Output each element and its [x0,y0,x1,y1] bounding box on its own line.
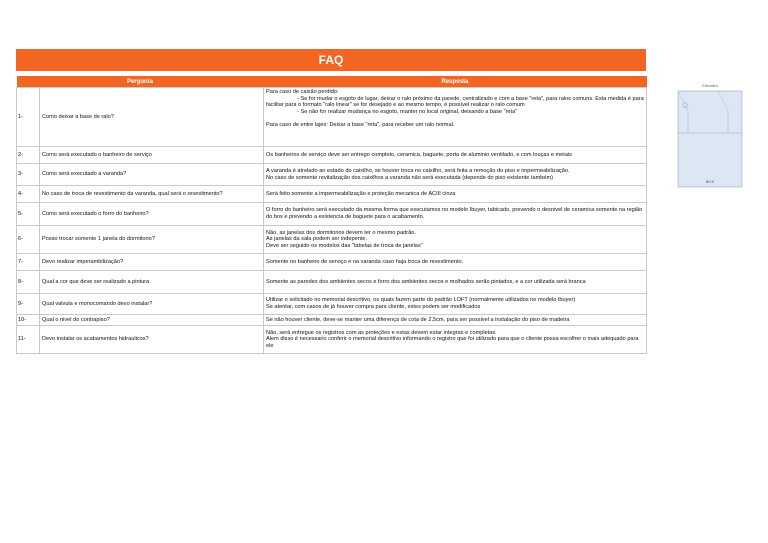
question-cell: Qual o nivel do contrapiso? [40,315,264,326]
answer-cell: Será feito somente a impermeabilização e proteção mecanica de ACIII cinza [264,186,647,203]
row-number: 10- [17,315,40,326]
table-row [17,326,647,354]
row-number: 8- [17,271,40,294]
question-cell: Como será executado a varanda? [40,164,264,186]
faq-title: FAQ [16,49,646,71]
answer-cell: A varanda é atrelado ao estado do caixilho, se houver troca no caixilho, será feita a remoção do piso e impermeabilização. No caso de somente revitalização dos caixilhos a varanda não será executada (depende do piso existente também) [264,164,647,186]
question-cell: Posso trocar somente 1 janela do dormitorio? [40,226,264,254]
question-cell: Como deixar a base de ralo? [40,88,264,147]
faq-table [16,76,647,354]
table-row [17,226,647,254]
table-row [17,315,647,326]
row-number: 5- [17,203,40,226]
answer-cell: Não, as janelas dos dormitorios devem ter o mesmo padrão. As janelas da sala podem ser indepente. Deve ser seguido os modelos das "tabelas de troca de janelas" [264,226,647,254]
table-row [17,164,647,186]
floor-plan-sketch [676,83,744,189]
table-row [17,203,647,226]
table-row [17,88,647,147]
answer-cell: Se não houver cliente, deve-se manter uma diferença de cota de 2,5cm, para ser possivel a instalação do piso de madeira [264,315,647,326]
row-number: 6- [17,226,40,254]
table-header-row [17,76,647,88]
row-number: 4- [17,186,40,203]
table-row [17,271,647,294]
answer-cell: Os banheiros de serviço deve ser entrego completo, ceramica, baguete, porta de aluminio ventilado, e com louças e metais [264,147,647,164]
question-cell: Qual a cor que deve ser realizado a pintura [40,271,264,294]
question-cell: Devo instalar os acabamentos hidraulicos? [40,326,264,354]
question-column-header: Pergunta [17,76,264,88]
row-number: 9- [17,294,40,315]
question-cell: Como será executado o forro do banheiro? [40,203,264,226]
row-number: 3- [17,164,40,186]
table-row [17,147,647,164]
table-row [17,186,647,203]
answer-cell: O forro do banheiro será executado da mesma forma que executamos no modelo Ibuyer, tabicado, prevendo o desnivel de ceramica somente na região do box e prevendo a existencia de baguete para o acabamento. [264,203,647,226]
row-number: 11- [17,326,40,354]
question-cell: Como será executado o banheiro de serviço [40,147,264,164]
answer-cell: Somente as paredes dos ambientes secos e forro dos ambientes secos e molhados serão pintados, e a cor utilizada será branca [264,271,647,294]
question-cell: No caso de troca de revestimento da varanda, qual será o revestimento? [40,186,264,203]
table-row [17,254,647,271]
shower-label: Chuveiro [701,83,718,88]
question-cell: Qual valvula e monocomando devo instalar? [40,294,264,315]
box-label: BOX [705,179,715,184]
question-cell: Devo realizar imperambilização? [40,254,264,271]
row-number: 2- [17,147,40,164]
answer-cell: Para caso de caixão perdido: - Se for mudar o esgoto de lugar, deixar o ralo próximo da parede, centralizado e com a base "reta", para ralos comuns. Esta medida é para facilitar para o formato "ralo linear" se for desejado e ao mesmo tempo, é possível realizar o ralo comum - Se não for realizar mudança no esgoto, manter no local original, deixando a base "reta" Para caso de entre lajes: Deixar a base "reta", para receber um ralo normal. [264,88,647,147]
answer-cell: Não, será entregue os registros com as proteções e estas devem estar integras e completas. Alem disso é necessario conferir o memorial descritivo informando o registro que foi utilizado para que o cliente possa escolher o mais adequado para ele [264,326,647,354]
faq-sheet [16,49,646,354]
answer-column-header: Resposta [264,76,647,88]
row-number: 7- [17,254,40,271]
answer-cell: Utilizar o solicitado no memorial descritivo, os quais fazem parte do padrão LOFT (normalmente utilizados no modelo Ibuyer) Se atentar, com casos de já houver compra para cliente, estes podem ser modificados [264,294,647,315]
answer-cell: Somente no banheiro de serviço e na varanda caso haja troca de revestimento. [264,254,647,271]
bathroom-drain-diagram [676,83,744,189]
row-number: 1- [17,88,40,147]
table-row [17,294,647,315]
